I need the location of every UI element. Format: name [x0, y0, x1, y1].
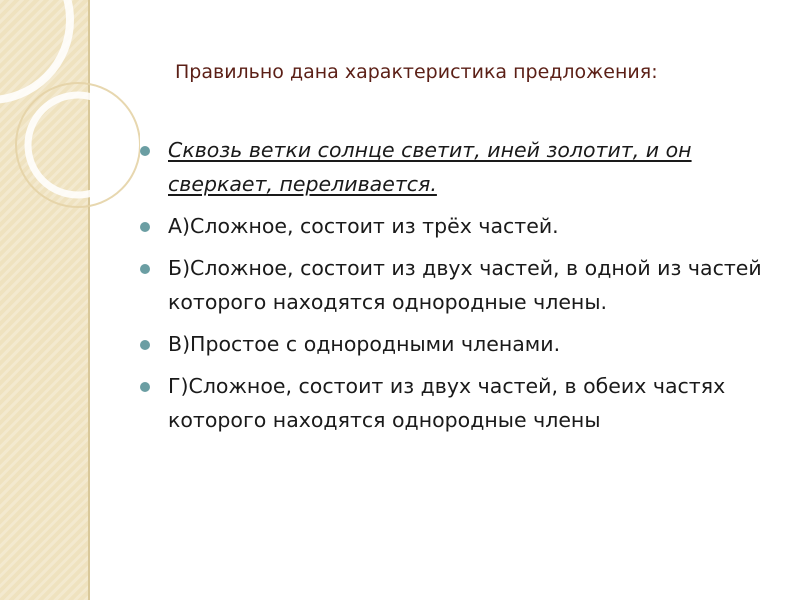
bullet-list: [140, 133, 780, 445]
answer-option-a: А)Сложное, состоит из трёх частей.: [168, 214, 559, 238]
bullet-dot-icon: [140, 222, 150, 232]
list-item: [140, 369, 780, 437]
list-item: [140, 251, 780, 319]
list-item: [140, 133, 780, 201]
bullet-dot-icon: [140, 340, 150, 350]
bullet-dot-icon: [140, 382, 150, 392]
answer-option-d: Г)Сложное, состоит из двух частей, в обеих частях которого находятся однородные члены: [168, 374, 726, 432]
answer-option-b: Б)Сложное, состоит из двух частей, в одной из частей которого находятся однородные члены.: [168, 256, 762, 314]
bullet-dot-icon: [140, 264, 150, 274]
list-item: [140, 209, 780, 243]
list-item: [140, 327, 780, 361]
decorative-sidebar: [0, 0, 88, 600]
sidebar-divider: [88, 0, 90, 600]
bullet-dot-icon: [140, 146, 150, 156]
sidebar-texture: [0, 0, 88, 600]
answer-option-c: В)Простое с однородными членами.: [168, 332, 561, 356]
slide-title: Правильно дана характеристика предложения:: [175, 61, 658, 83]
example-sentence: Сквозь ветки солнце светит, иней золотит, и он сверкает, переливается.: [168, 138, 692, 196]
